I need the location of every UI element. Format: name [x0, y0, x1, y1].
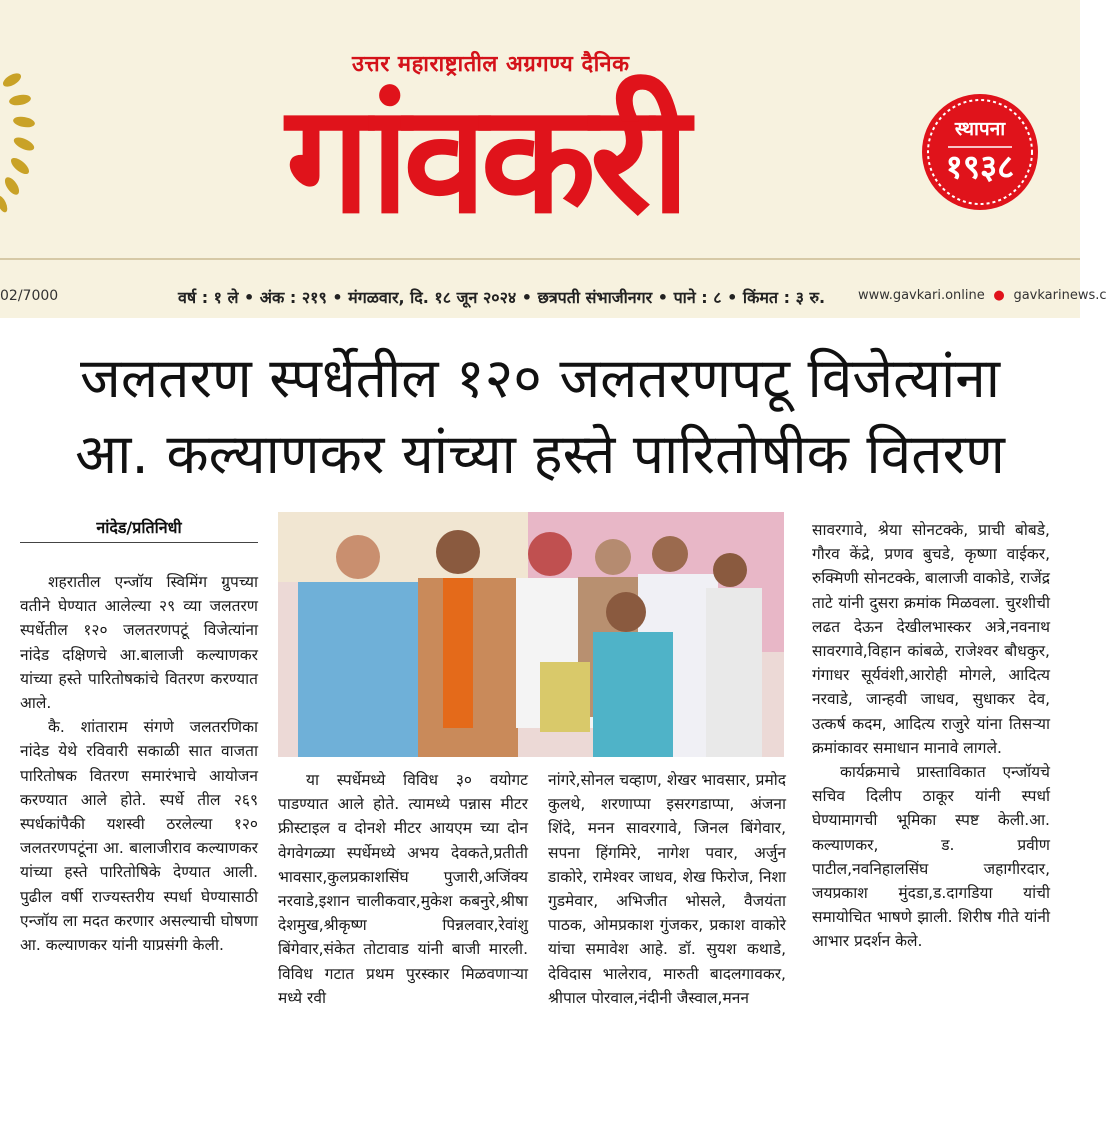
- paragraph: शहरातील एन्जॉय स्विमिंग ग्रुपच्या वतीने घेण्यात आलेल्या २९ व्या जलतरण स्पर्धेतील १२० जलतरणपटूं विजेत्यांना नांदेड दक्षिणचे आ.बालाजी कल्याणकर यांच्या हस्ते पारितोषकांचे वितरण करण्यात आले.: [20, 573, 258, 713]
- masthead-tagline: उत्तर महाराष्ट्रातील अग्रगण्य दैनिक: [352, 52, 630, 77]
- paragraph: या स्पर्धेमध्ये विविध ३० वयोगट पाडण्यात आले होते. त्यामध्ये पन्नास मीटर फ्रीस्टाइल व दोनशे मीटर आयएम च्या दोन वेगवेगळ्या स्पर्धेमध्ये अभय देवकते,प्रतीती भावसार,कुलप्रकाशसिंघ पुजारी,अजिंक्य नरवाडे,इशान चालीकवार,मुकेश कबनुरे,श्रीषा देशमुख,श्रीकृष्ण पिन्नलवार,रेवांशु बिंगेवार,संकेत तोटावाड यांनी बाजी मारली. विविध गटात प्रथम पुरस्कार मिळवणाऱ्या मध्ये रवी: [278, 771, 528, 1007]
- paragraph: कार्यक्रमाचे प्रास्ताविकात एन्जॉयचे सचिव दिलीप ठाकूर यांनी स्पर्धा घेण्यामागची भूमिका स्पष्ट केली.आ. कल्याणकर, ड. प्रवीण पाटील,नवनिहालसिंघ जहागीरदार, जयप्रकाश मुंदडा,ड.दागडिया यांची समायोचित भाषणे झाली. शिरीष गीते यांनी आभार प्रदर्शन केले.: [812, 763, 1050, 951]
- masthead-rule: [0, 258, 1080, 260]
- seal-label: स्थापना: [954, 118, 1006, 140]
- headline-line-1: जलतरण स्पर्धेतील १२० जलतरणपटू विजेत्यांना: [80, 346, 1000, 410]
- paragraph: कै. शांताराम संगणे जलतरणिका नांदेड येथे रविवारी सकाळी सात वाजता पारितोषक वितरण समारंभाचे आयोजन करण्यात आले होते. स्पर्धे तील २६९ स्पर्धकांपैकी यशस्वी ठरलेल्या १२० जलतरणपटूंना आ. बालाजीराव कल्याणकर यांच्या हस्ते पारितोषिके देण्यात आली. पुढील वर्षी राज्यस्तरीय स्पर्धा घेण्यासाठी एन्जॉय ला मदत करणार असल्याची घोषणा आ. कल्याणकर यांनी याप्रसंगी केली.: [20, 718, 258, 955]
- column-3: [548, 768, 786, 1010]
- website-links: [858, 288, 1107, 303]
- column-2: [278, 768, 528, 1010]
- column-4: [812, 518, 1050, 954]
- laurel-emblem: [0, 60, 42, 230]
- article-place: नांदेड/प्रतिनिधी: [20, 516, 258, 543]
- website-link-2[interactable]: gavkarinews.c: [1013, 288, 1107, 303]
- article-photo: [278, 512, 784, 757]
- newspaper-logo: गांवकरी: [285, 73, 685, 247]
- website-link[interactable]: www.gavkari.online: [858, 288, 985, 303]
- social-icon: ●: [988, 288, 1010, 303]
- issue-dateline: वर्ष : १ ले • अंक : २१९ • मंगळवार, दि. १८ जून २०२४ • छत्रपती संभाजीनगर • पाने : ८ • किंमत : ३ रु.: [178, 288, 826, 307]
- paragraph: सावरगावे, श्रेया सोनटक्के, प्राची बोबडे, गौरव केंद्रे, प्रणव बुचडे, कृष्णा वाईकर, रुक्मिणी सोनटक्के, बालाजी वाकोडे, राजेंद्र ताटे यांनी दुसरा क्रमांक मिळवला. चुरशीची लढत देऊन देखीलभास्कर अत्रे,नवनाथ सावरगावे,विहान कांबळे, राजेश्वर बौधकुर, गंगाधर सूर्यवंशी,आरोही मोगले, आदित्य नरवाडे, जान्हवी जाधव, सुधाकर देव, उत्कर्ष कदम, आदित्य राजुरे यांना तिसऱ्या क्रमांकावर समाधान मानावे लागले.: [812, 521, 1050, 757]
- article-headline: [0, 340, 1080, 492]
- headline-line-2: आ. कल्याणकर यांच्या हस्ते पारितोषीक वितरण: [75, 422, 1005, 486]
- phone-number: 02/7000: [0, 288, 59, 304]
- paragraph: नांगरे,सोनल चव्हाण, शेखर भावसार, प्रमोद कुलथे, शरणाप्पा इसरगडाप्पा, अंजना शिंदे, मनन सावरगावे, जिनल बिंगेवार, सपना हिंगमिरे, नागेश पवार, अर्जुन डाकोरे, रामेश्वर जाधव, शेख फिरोज, निशा गुडमेवार, अभिजीत भोसले, वैजयंता पाठक, ओमप्रकाश गुंजकर, प्रकाश वाकोरे यांचा समावेश आहे. डॉ. सुयश कथाडे, देविदास भालेराव, मारुती बादलगावकर, श्रीपाल पोरवाल,नंदीनी जैस्वाल,मनन: [548, 771, 786, 1007]
- masthead: [0, 0, 1107, 318]
- column-1: [20, 570, 258, 957]
- seal-year: १९३८: [945, 147, 1015, 186]
